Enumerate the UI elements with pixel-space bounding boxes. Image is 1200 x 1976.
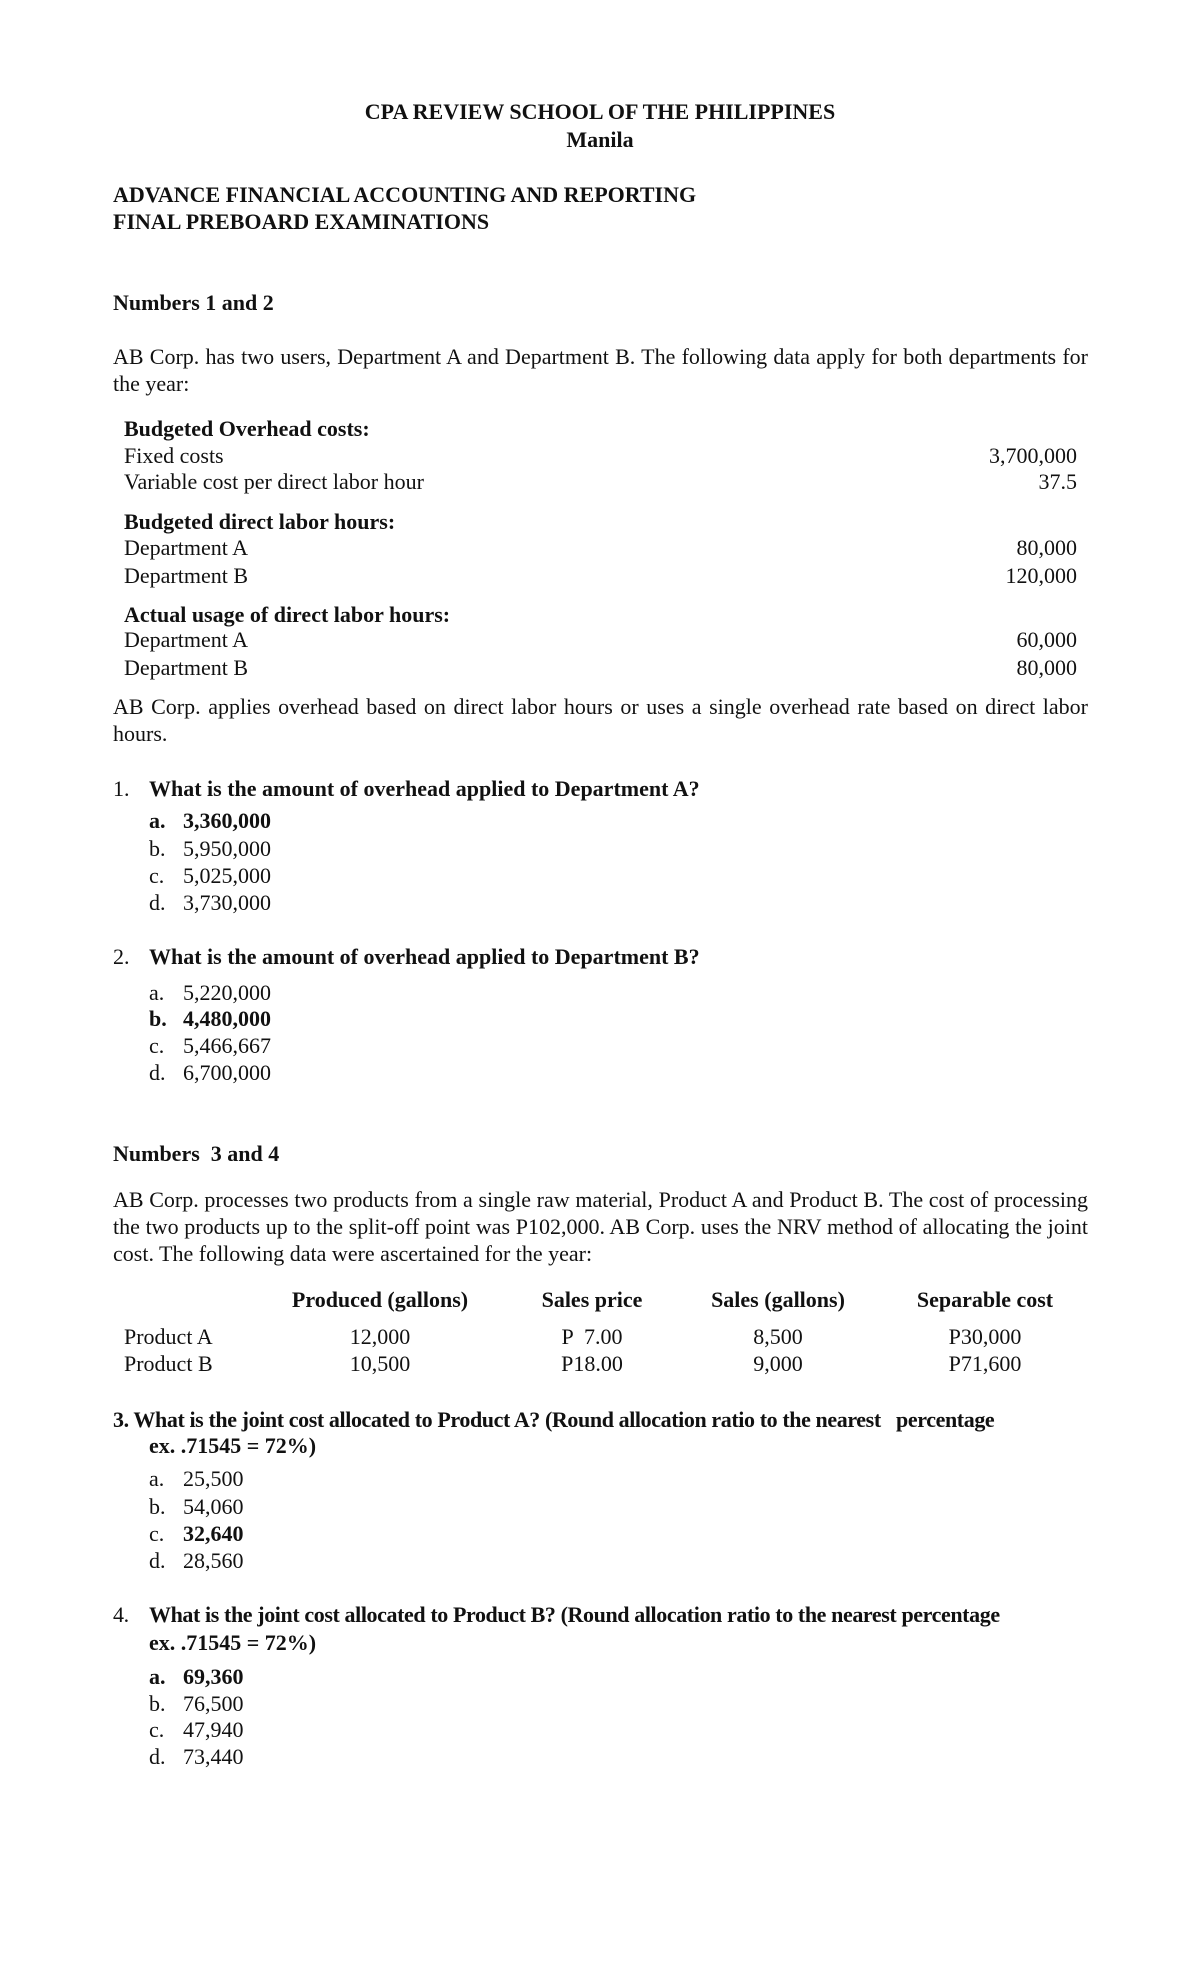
set2-title: Numbers 3 and 4 [113,1141,280,1166]
set2-intro: AB Corp. processes two products from a single raw material, Product A and Product B. The cost of processing the two products up to the split-off point was P102,000. AB Corp. uses the NRV method of allocating the joint cost. The following data were ascertained for the year: [113,1187,1088,1266]
option-text: 5,950,000 [183,836,271,861]
option-text: 28,560 [183,1548,244,1573]
option-text: b. [149,836,166,861]
option-a [149,979,271,1006]
data-row [124,654,1077,681]
row-value: 120,000 [1005,563,1077,588]
group-heading: Budgeted Overhead costs: [124,416,370,441]
question-text: What is the joint cost allocated to Product B? (Round allocation ratio to the nearest percentage [149,1602,1000,1627]
table-cell: 9,000 [753,1351,803,1376]
row-label: Product A [124,1324,213,1349]
option-text: 69,360 [183,1664,244,1689]
table-cell: 10,500 [349,1351,411,1376]
row-label: Fixed costs [124,443,224,468]
data-row [124,468,1077,495]
data-row [124,562,1077,589]
data-row [124,626,1077,653]
option-a [149,1663,244,1690]
city: Manila [566,127,634,152]
set1-title: Numbers 1 and 2 [113,290,274,315]
option-text: 5,220,000 [183,980,271,1005]
table-cell: 8,500 [753,1324,803,1349]
table-cell: P 7.00 [561,1324,623,1349]
option-c [149,1032,271,1059]
option-text: d. [149,1548,166,1573]
option-text: 76,500 [183,1691,244,1716]
option-text: a. [149,808,166,833]
set1-intro: AB Corp. has two users, Department A and Department B. The following data apply for both departments for the year: [113,344,1088,396]
option-text: a. [149,1466,165,1491]
group-heading: Budgeted direct labor hours: [124,509,396,534]
row-value: 3,700,000 [989,443,1077,468]
option-text: d. [149,1060,166,1085]
table-cell: P30,000 [948,1324,1022,1349]
product-table [0,1286,1200,1376]
row-value: 60,000 [1016,627,1077,652]
option-b [149,1690,244,1717]
question-text: What is the amount of overhead applied to Department B? [149,944,700,969]
table-header: Sales price [541,1287,643,1312]
question-text: What is the joint cost allocated to Product A? (Round allocation ratio to the nearest percentage [133,1407,995,1432]
option-text: 47,940 [183,1717,244,1742]
question-number: 1. [113,776,130,801]
option-b [149,1493,244,1520]
question-number: 2. [113,944,130,969]
option-text: b. [149,1494,166,1519]
option-text: 4,480,000 [183,1006,271,1031]
option-text: b. [149,1006,167,1031]
option-text: 5,466,667 [183,1033,271,1058]
option-c [149,862,271,889]
option-text: 25,500 [183,1466,244,1491]
option-text: a. [149,980,165,1005]
table-header: Sales (gallons) [711,1287,845,1312]
option-text: b. [149,1691,166,1716]
row-value: 37.5 [1038,469,1077,494]
question-text-cont: ex. .71545 = 72%) [149,1630,317,1655]
option-a [149,807,271,834]
row-label: Department A [124,535,249,560]
set1-note: AB Corp. applies overhead based on direct labor hours or uses a single overhead rate based on direct labor hours. [113,694,1088,746]
option-text: 5,025,000 [183,863,271,888]
table-cell: P18.00 [561,1351,623,1376]
option-d [149,889,271,916]
row-value: 80,000 [1016,535,1077,560]
option-text: 54,060 [183,1494,244,1519]
question-text-cont: ex. .71545 = 72%) [149,1433,317,1458]
row-label: Department B [124,655,249,680]
option-b [149,835,271,862]
option-d [149,1547,244,1574]
option-text: 73,440 [183,1744,244,1769]
data-row [124,442,1077,469]
option-c [149,1716,244,1743]
question-1 [113,775,1093,802]
option-text: 6,700,000 [183,1060,271,1085]
row-label: Department A [124,627,249,652]
question-number: 3. [113,1407,129,1432]
row-label: Variable cost per direct labor hour [124,469,424,494]
table-header: Separable cost [916,1287,1054,1312]
table-cell: 12,000 [349,1324,411,1349]
question-text: What is the amount of overhead applied to Department A? [149,776,700,801]
option-text: c. [149,1033,165,1058]
option-c [149,1520,244,1547]
option-text: 3,730,000 [183,890,271,915]
exam-title: FINAL PREBOARD EXAMINATIONS [113,209,490,234]
question-number: 4. [113,1602,129,1627]
option-text: d. [149,1744,166,1769]
group-heading: Actual usage of direct labor hours: [124,602,451,627]
table-cell: P71,600 [948,1351,1022,1376]
table-header: Produced (gallons) [291,1287,469,1312]
question-4 [113,1601,1093,1628]
data-row [124,534,1077,561]
question-2 [113,943,1093,970]
option-d [149,1743,244,1770]
school-name: CPA REVIEW SCHOOL OF THE PHILIPPINES [364,99,836,124]
subject-title: ADVANCE FINANCIAL ACCOUNTING AND REPORTING [113,182,697,207]
option-d [149,1059,271,1086]
option-text: c. [149,1717,165,1742]
option-text: 32,640 [183,1521,244,1546]
row-label: Product B [124,1351,213,1376]
option-b [149,1005,271,1032]
option-text: 3,360,000 [183,808,271,833]
row-label: Department B [124,563,249,588]
option-text: a. [149,1664,166,1689]
option-text: c. [149,863,165,888]
row-value: 80,000 [1016,655,1077,680]
option-text: c. [149,1521,165,1546]
option-a [149,1465,244,1492]
option-text: d. [149,890,166,915]
question-3 [113,1406,1093,1433]
